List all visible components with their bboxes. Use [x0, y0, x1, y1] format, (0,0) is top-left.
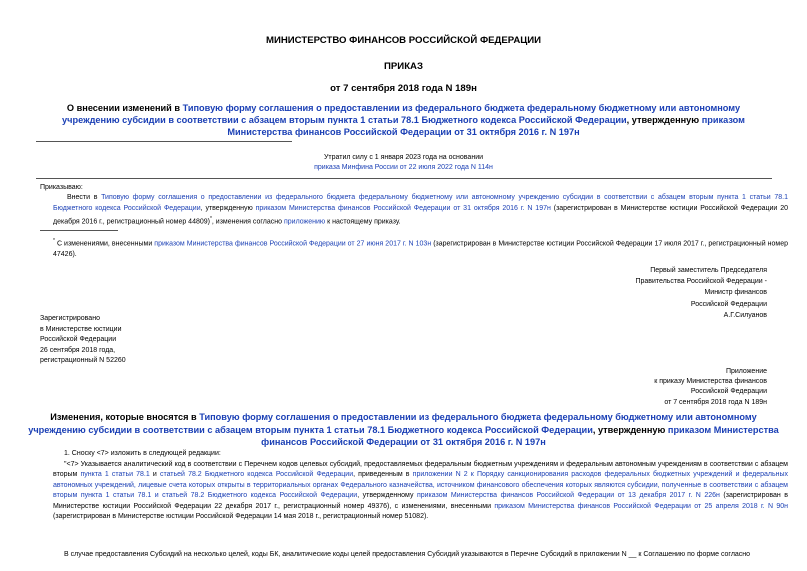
footnote-text: * С изменениями, внесенными приказом Министерства финансов Российской Федерации от 27 июня 2017 г. N 103н (зарегистрирован в Министерстве юстиции Российской Федерации 17 июля 2017 г., регистрационный номер 47426).: [53, 238, 789, 258]
changes-title: Изменения, которые вносятся в Типовую форму соглашения о предоставлении из федерального бюджета федеральному бюджетному или автономному учреждению субсидии в соответствии с абзацем вторым пункта 1 статьи 78.1 Бюджетного кодекса Российской Федерации, утвержденную приказом Министерства финансов Российской Федерации от 31 октября 2016 г. N 197н: [28, 412, 779, 447]
link-order-90n[interactable]: приказом Министерства финансов Российской Федерации от 25 апреля 2018 г. N 90н: [494, 502, 788, 510]
footnote-7-text: "<7> Указывается аналитический код в соответствии с Перечнем кодов целевых субсидий, предоставляемых федеральным бюджетным учреждениям и федеральным автономным учреждениям в соответствии с абзацем вторым пункта 1 статьи 78.1 и статьей 78.2 Бюджетного кодекса Российской Федерации, приведенным в приложении N 2 к Порядку санкционирования расходов федеральных бюджетных учреждений и федеральных автономных учреждений, лицевые счета которых открыты в территориальных органах Федерального казначейства, источником финансового обеспечения которых являются субсидии, полученные в соответствии с абзацем вторым пункта 1 статьи 78.1 и статьей 78.2 Бюджетного кодекса Российской Федерации, утвержденному приказом Министерства финансов Российской Федерации от 13 декабря 2017 г. N 226н (зарегистрирован в Министерстве юстиции Российской Федерации 22 декабря 2017 г., регистрационный номер 49376), с изменениями, внесенными приказом Министерства финансов Российской Федерации от 25 апреля 2018 г. N 90н (зарегистрирован в Министерстве юстиции Российской Федерации 14 мая 2018 г., регистрационный номер 51082).: [53, 461, 788, 521]
footnote-link-order-103n[interactable]: приказом Министерства финансов Российской Федерации от 27 июня 2017 г. N 103н: [154, 240, 432, 248]
change-item-1: 1. Сноску <7> изложить в следующей редакции:: [64, 450, 221, 457]
title-text-2: , утвержденную: [626, 115, 702, 125]
order-paragraph: Внести в Типовую форму соглашения о предоставлении из федерального бюджета федеральному бюджетному или автономному учреждению субсидии в соответствии с абзацем вторым пункта 1 статьи 78.1 Бюджетного кодекса Российской Федерации, утвержденную приказом Министерства финансов Российской Федерации от 31 октября 2016 г. N 197н (зарегистрирован в Министерстве юстиции Российской Федерации 20 декабря 2016 г., регистрационный номер 44809)*, изменения согласно приложению к настоящему приказу.: [53, 194, 788, 226]
order-word: Приказываю:: [40, 184, 83, 191]
title-link-order-197n[interactable]: приказом Министерства финансов Российской Федерации от 31 октября 2016 г. N 197н: [227, 115, 745, 137]
footnote-star: *: [53, 238, 55, 244]
registration-block: Зарегистрировано в Министерстве юстиции Российской Федерации 26 сентября 2018 года, регистрационный N 52260: [40, 315, 126, 365]
link-p1-art-78-1[interactable]: пункта 1 статьи 78.1: [80, 471, 150, 479]
title-link-typical-form[interactable]: Типовую форму соглашения о предоставлении из федерального бюджета федеральному бюджетному или автономному учреждению субсидии в соответствии с абзацем вторым пункта 1 статьи 78.1 Бюджетного кодекса Российской Федерации: [62, 103, 741, 125]
title-text-1: О внесении изменений в: [66, 103, 183, 113]
last-paragraph: В случае предоставления Субсидий на несколько целей, коды БК, аналитические коды целей предоставления Субсидий указываются в Перечне Субсидий в приложении N __ к Соглашению по форме согласно: [64, 551, 751, 558]
link-order-226n[interactable]: приказом Министерства финансов Российской Федерации от 13 декабря 2017 г. N 226н: [416, 492, 720, 500]
footnote-marker: *: [209, 216, 212, 223]
changes-title-link-typical-form[interactable]: Типовую форму соглашения о предоставлении из федерального бюджета федеральному бюджетному или автономному учреждению субсидии в соответствии с абзацем вторым пункта 1 статьи 78.1 Бюджетного кодекса Российской Федерации: [28, 412, 757, 435]
changes-title-link-order-197n[interactable]: приказом Министерства финансов Российской Федерации от 31 октября 2016 г. N 197н: [261, 424, 779, 447]
doc-type-heading: ПРИКАЗ: [384, 61, 423, 72]
divider-long: [36, 178, 772, 179]
appendix-block: Приложение к приказу Министерства финансов Российской Федерации от 7 сентября 2018 года N 189н: [654, 368, 767, 406]
signature-block: Первый заместитель Председателя Правительства Российской Федерации - Министр финансов Российской Федерации А.Г.Силуанов: [635, 267, 767, 319]
footnote-divider: [40, 230, 118, 231]
status-link-order-114n[interactable]: приказа Минфина России от 22 июля 2022 года N 114н: [314, 164, 493, 171]
body-link-typical-form[interactable]: Типовую форму соглашения о предоставлении из федерального бюджета федеральному бюджетному или автономному учреждению субсидии в соответствии с абзацем вторым пункта 1 статьи 78.1 Бюджетного кодекса Российской Федерации: [53, 194, 788, 212]
link-art-78-2[interactable]: статьей 78.2 Бюджетного кодекса Российской Федерации: [159, 471, 354, 479]
divider-short: [36, 141, 292, 142]
status-line-1: Утратил силу с 1 января 2023 года на основании: [323, 154, 484, 161]
body-link-appendix[interactable]: приложению: [283, 218, 326, 226]
link-appendix-2-procedure[interactable]: приложении N 2 к Порядку санкционирования расходов федеральных бюджетных учреждений и федеральных автономных учреждений, лицевые счета которых открыты в территориальных органах Федерального казначейства, источником финансового обеспечения которых являются субсидии, полученные в соответствии с абзацем вторым пункта 1 статьи 78.1 и статьей 78.2 Бюджетного кодекса Российской Федерации: [53, 471, 788, 500]
ministry-heading: МИНИСТЕРСТВО ФИНАНСОВ РОССИЙСКОЙ ФЕДЕРАЦИИ: [265, 35, 542, 46]
body-link-order-197n[interactable]: приказом Министерства финансов Российской Федерации от 31 октября 2016 г. N 197н: [255, 204, 551, 212]
doc-title: [40, 102, 767, 138]
doc-date-heading: от 7 сентября 2018 года N 189н: [330, 83, 477, 94]
